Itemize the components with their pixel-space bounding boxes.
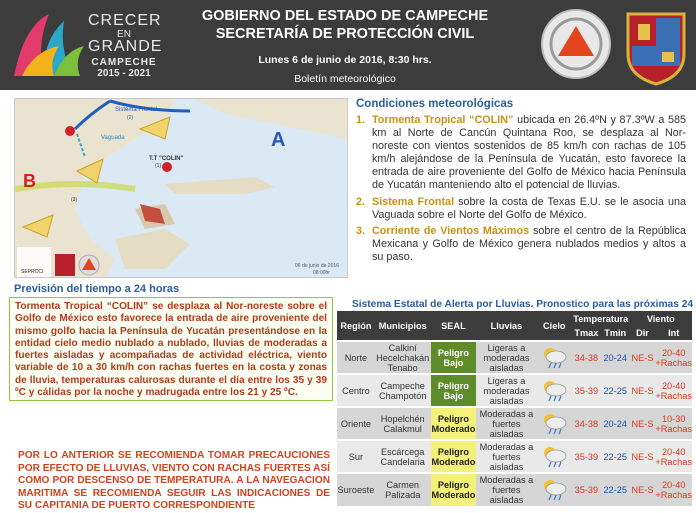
row-municipios: Carmen Palizada [375, 473, 431, 506]
row-seal: Peligro Moderado [431, 407, 477, 440]
condition-number: 2. [356, 195, 366, 208]
row-sky [537, 407, 572, 440]
header-seal: SEAL [431, 311, 477, 341]
row-int: 10-30 +Rachas [655, 407, 692, 440]
row-region: Centro [337, 374, 375, 407]
condition-item [356, 114, 686, 193]
header-cielo: Cielo [537, 311, 572, 341]
header-bar [0, 0, 696, 90]
condition-text: sobre la costa de Texas E.U. se le asocia una Vaguada sobre el Norte del Golfo de México. [372, 195, 687, 221]
table-row [337, 473, 692, 506]
row-dir: NE-S [630, 374, 656, 407]
row-tmax: 35-39 [572, 374, 601, 407]
condition-item [356, 196, 686, 222]
row-tmax: 34-38 [572, 341, 601, 374]
recommendation-text: POR LO ANTERIOR SE RECOMIENDA TOMAR PRECAUCIONES POR EFECTO DE LLUVIAS, VIENTO CON RACHAS FUERTES ASÍ COMO POR DESCENSO DE TEMPERATURA. A LA NAVEGACION MARITIMA SE RECOMIENDA SEGUIR LAS INDICACIONES DE SU CAPITANIA DE PUERTO CORRESPONDIENTE [18, 450, 330, 511]
row-dir: NE-S [630, 407, 656, 440]
row-tmax: 35-39 [572, 440, 601, 473]
condition-label: Sistema Frontal [372, 195, 455, 208]
row-municipios: Campeche Champotón [375, 374, 431, 407]
secretariat-title: SECRETARÍA DE PROTECCIÓN CIVIL [215, 26, 475, 42]
brand-line-2: EN [117, 29, 131, 40]
row-seal: Peligro Bajo [431, 341, 477, 374]
trough-label: Vaguada [101, 135, 125, 141]
condition-label: Tormenta Tropical “COLIN” [372, 114, 514, 126]
row-lluvias: Moderadas a fuertes aisladas [476, 407, 536, 440]
row-sky [537, 341, 572, 374]
row-int: 20-40 +Rachas [655, 440, 692, 473]
condition-number: 3. [356, 224, 366, 237]
front-number: (2) [127, 115, 134, 121]
brand-line-1: CRECER [88, 12, 162, 29]
map-date: 06 de junio de 2016 [295, 263, 339, 269]
cloud-rain-icon [539, 477, 569, 501]
row-lluvias: Moderadas a fuertes aisladas [476, 473, 536, 506]
header-municipios: Municipios [375, 311, 431, 341]
row-municipios: Calkiní Hecelchakán Tenabo [376, 342, 430, 373]
cloud-rain-icon [539, 345, 569, 369]
forecast-title: Previsión del tiempo a 24 horas [14, 283, 180, 295]
row-int: 20-40 +Rachas [655, 341, 692, 374]
brand-line-3: GRANDE [88, 38, 163, 55]
row-seal: Peligro Bajo [431, 374, 477, 407]
jet-number: (3) [71, 197, 78, 203]
row-seal: Peligro Moderado [431, 440, 477, 473]
bulletin-date: Lunes 6 de junio de 2016, 8:30 hrs. [258, 54, 432, 66]
row-region: Oriente [337, 407, 375, 440]
row-seal: Peligro Moderado [431, 473, 477, 506]
header-tmin: Tmin [601, 326, 630, 341]
row-municipios: Escárcega Candelaria [375, 440, 431, 473]
seproci-label: SEPROCI [21, 269, 44, 275]
table-row [337, 341, 692, 374]
row-lluvias: Moderadas a fuertes aisladas [476, 440, 536, 473]
low-pressure-label: B [23, 171, 36, 191]
conditions-title: Condiciones meteorológicas [356, 98, 514, 110]
row-region: Suroeste [337, 473, 375, 506]
row-dir: NE-S [630, 473, 656, 506]
condition-text: sobre el centro de la República Mexicana y Golfo de México genera nublados medios y altos a su paso. [372, 224, 686, 263]
row-lluvias: Ligeras a moderadas aisladas [476, 374, 536, 407]
table-row [337, 374, 692, 407]
cloud-rain-icon [539, 378, 569, 402]
header-viento: Viento [630, 311, 692, 326]
header-int: Int [655, 326, 692, 341]
map-time: 08:00hr [313, 270, 330, 276]
table-row [337, 440, 692, 473]
condition-label: Corriente de Vientos Máximos [372, 224, 530, 237]
row-lluvias: Ligeras a moderadas aisladas [476, 341, 536, 374]
campeche-coat-of-arms [622, 4, 690, 86]
cloud-rain-icon [539, 444, 569, 468]
header-dir: Dir [630, 326, 656, 341]
condition-text: ubicada en 26.4ºN y 87.3ºW a 585 km al Norte de Cancún Quintana Roo, se desplaza al Nor-noreste con vientos sostenidos de 85 km/h con rachas de 105 km/h alejándose de la Península de Yucatán, esto favorece la entrada de aire proveniente del Golfo de México hacia Península de Yucatán manteniendo alto el potencial de lluvias. [372, 114, 686, 192]
front-label: Sistema Frontal [115, 107, 158, 113]
row-sky [537, 473, 572, 506]
row-tmin: 20-24 [601, 407, 630, 440]
header-region: Región [337, 311, 375, 341]
government-title: GOBIERNO DEL ESTADO DE CAMPECHE [201, 8, 489, 24]
brand-line-4: CAMPECHE [91, 57, 157, 68]
weather-map-graphic [15, 99, 348, 278]
row-tmin: 22-25 [601, 440, 630, 473]
row-region: Sur [337, 440, 375, 473]
storm-number: (1) [155, 163, 162, 169]
row-tmax: 35-39 [572, 473, 601, 506]
alert-table-title: Sistema Estatal de Alerta por Lluvias. Pronostico para las próximas 24 [352, 299, 694, 310]
cloud-rain-icon [539, 411, 569, 435]
row-int: 20-40 +Rachas [655, 473, 692, 506]
header-tmax: Tmax [572, 326, 601, 341]
row-tmin: 22-25 [601, 473, 630, 506]
row-tmax: 34-38 [572, 407, 601, 440]
conditions-list [356, 114, 686, 267]
header-lluvias: Lluvias [476, 311, 536, 341]
row-region: Norte [337, 341, 375, 374]
alert-table [337, 311, 692, 506]
table-row [337, 407, 692, 440]
row-sky [537, 440, 572, 473]
row-dir: NE-S [630, 440, 656, 473]
row-int: 20-40 +Rachas [655, 374, 692, 407]
forecast-text: Tormenta Tropical “COLIN” se desplaza al Nor-noreste sobre el Golfo de México esto favorece la entrada de aire proveniente del mismo golfo hacia la Península de Yucatán presentándose en la entidad cielo medio nublado a nublado, lluvias de moderadas a fuertes aisladas y acompañadas de actividad eléctrica, viento variable de 10 a 30 km/h con rachas fuertes en la costa y zonas de lluvia, temperaturas calurosas durante el día entre los 35 y 39 ºC y cálidas por la noche y madrugada entre los 21 y 25 ºC. [9, 297, 333, 401]
row-dir: NE-S [630, 341, 656, 374]
high-pressure-label: A [271, 129, 286, 151]
row-sky [537, 374, 572, 407]
row-municipios: Hopelchén Calakmul [375, 407, 431, 440]
row-tmin: 22-25 [601, 374, 630, 407]
bulletin-label: Boletín meteorológico [294, 73, 396, 85]
proteccion-civil-logo [540, 8, 612, 80]
storm-label: T.T "COLIN" [149, 156, 184, 162]
brand-line-5: 2015 - 2021 [97, 68, 151, 79]
header-temperatura: Temperatura [572, 311, 630, 326]
condition-number: 1. [356, 114, 366, 126]
condition-item [356, 225, 686, 264]
weather-map [14, 98, 348, 278]
row-tmin: 20-24 [601, 341, 630, 374]
